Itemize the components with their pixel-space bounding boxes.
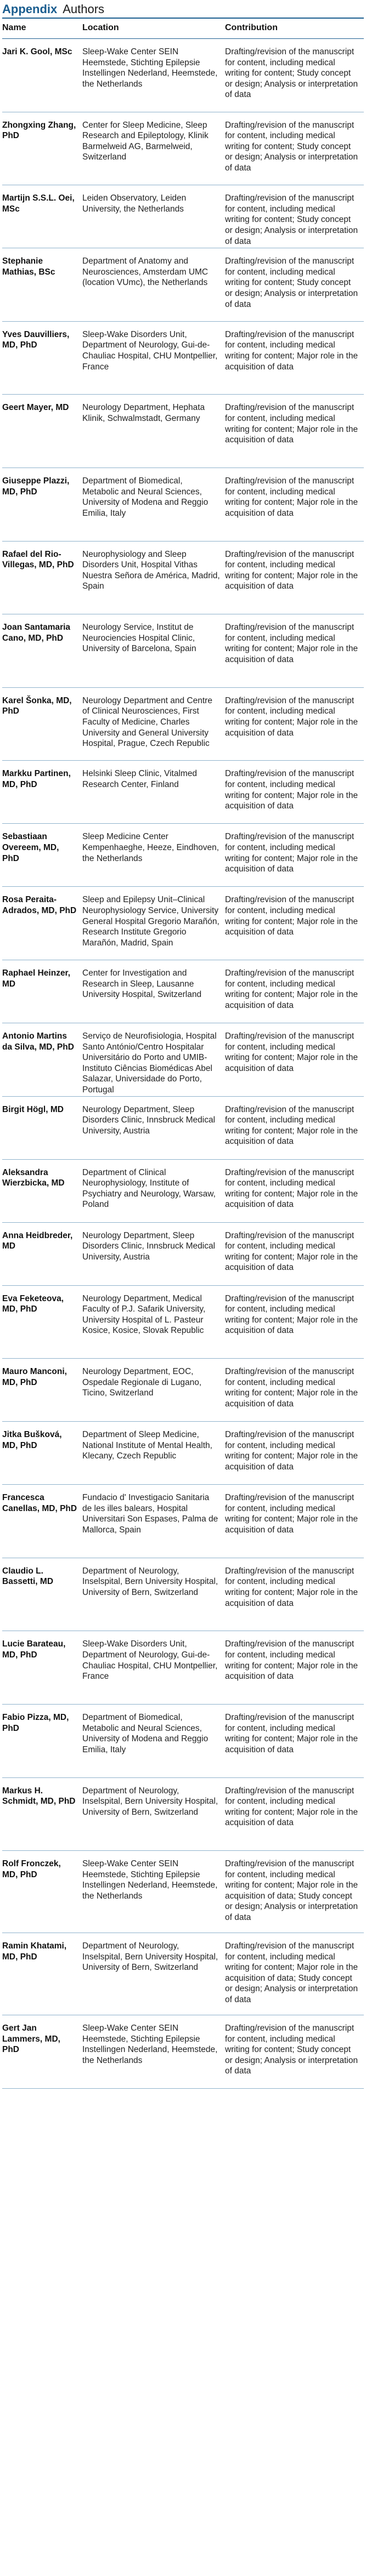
table-row [2,960,364,1023]
table-row [2,468,364,541]
table-row [2,1422,364,1485]
author-location: Neurology Department, Sleep Disorders Clinic, Innsbruck Medical University, Austria [82,1222,225,1285]
author-location: Neurology Service, Institut de Neurociencies Hospital Clinic, University of Barcelona, Spain [82,614,225,688]
author-contribution: Drafting/revision of the manuscript for content, including medical writing for content; Major role in the acquisition of data [225,824,364,887]
author-location: Center for Sleep Medicine, Sleep Research and Epileptology, Klinik Barmelweid AG, Barmelweid, Switzerland [82,112,225,185]
author-name: Martijn S.S.L. Oei, MSc [2,185,82,248]
author-name: Fabio Pizza, MD, PhD [2,1704,82,1777]
author-contribution: Drafting/revision of the manuscript for content, including medical writing for content; Study concept or design; Analysis or interpretation of data [225,39,364,112]
author-name: Karel Šonka, MD, PhD [2,687,82,761]
author-name: Mauro Manconi, MD, PhD [2,1359,82,1422]
author-location: Department of Clinical Neurophysiology, Institute of Psychiatry and Neurology, Warsaw, Poland [82,1159,225,1222]
table-row [2,1851,364,1933]
table-row [2,1933,364,2015]
author-name: Yves Dauvilliers, MD, PhD [2,321,82,395]
author-contribution: Drafting/revision of the manuscript for content, including medical writing for content; Major role in the acquisition of data [225,614,364,688]
author-location: Department of Neurology, Inselspital, Bern University Hospital, University of Bern, Switzerland [82,1933,225,2015]
author-contribution: Drafting/revision of the manuscript for content, including medical writing for content; Study concept or design; Analysis or interpretation of data [225,2015,364,2089]
author-contribution: Drafting/revision of the manuscript for content, including medical writing for content; Major role in the acquisition of data [225,1023,364,1096]
table-header [2,19,364,39]
author-location: Sleep Medicine Center Kempenhaeghe, Heeze, Eindhoven, the Netherlands [82,824,225,887]
table-row [2,1222,364,1285]
author-location: Neurology Department, Hephata Klinik, Schwalmstadt, Germany [82,395,225,468]
table-row [2,887,364,960]
author-name: Zhongxing Zhang, PhD [2,112,82,185]
author-location: Sleep-Wake Center SEIN Heemstede, Stichting Epilepsie Instellingen Nederland, Heemstede, the Netherlands [82,39,225,112]
author-contribution: Drafting/revision of the manuscript for content, including medical writing for content; Major role in the acquisition of data [225,1159,364,1222]
author-contribution: Drafting/revision of the manuscript for content, including medical writing for content; Major role in the acquisition of data [225,887,364,960]
author-name: Anna Heidbreder, MD [2,1222,82,1285]
table-row [2,395,364,468]
author-location: Department of Neurology, Inselspital, Bern University Hospital, University of Bern, Switzerland [82,1558,225,1631]
author-name: Francesca Canellas, MD, PhD [2,1485,82,1558]
table-row [2,824,364,887]
author-location: Neurology Department, EOC, Ospedale Regionale di Lugano, Ticino, Switzerland [82,1359,225,1422]
table-row [2,321,364,395]
author-name: Raphael Heinzer, MD [2,960,82,1023]
author-name: Aleksandra Wierzbicka, MD [2,1159,82,1222]
author-contribution: Drafting/revision of the manuscript for content, including medical writing for content; Major role in the acquisition of data [225,395,364,468]
table-row [2,39,364,112]
author-contribution: Drafting/revision of the manuscript for content, including medical writing for content; Major role in the acquisition of data [225,687,364,761]
author-contribution: Drafting/revision of the manuscript for content, including medical writing for content; Major role in the acquisition of data [225,468,364,541]
author-name: Giuseppe Plazzi, MD, PhD [2,468,82,541]
author-contribution: Drafting/revision of the manuscript for content, including medical writing for content; Major role in the acquisition of data [225,541,364,614]
table-row [2,1159,364,1222]
authors-table [2,19,364,2089]
header-row [2,19,364,39]
author-name: Birgit Högl, MD [2,1096,82,1159]
appendix-header [2,1,364,19]
author-location: Serviço de Neurofisiologia, Hospital Santo António/Centro Hospitalar Universitário do Porto and UMIB-Instituto Ciências Biomédicas Abel Salazar, Universidade do Porto, Portugal [82,1023,225,1096]
author-name: Jari K. Gool, MSc [2,39,82,112]
author-name: Lucie Barateau, MD, PhD [2,1631,82,1705]
author-contribution: Drafting/revision of the manuscript for content, including medical writing for content; Major role in the acquisition of data [225,1485,364,1558]
author-name: Geert Mayer, MD [2,395,82,468]
table-row [2,1285,364,1359]
author-name: Ramin Khatami, MD, PhD [2,1933,82,2015]
table-row [2,687,364,761]
author-location: Leiden Observatory, Leiden University, the Netherlands [82,185,225,248]
author-location: Sleep-Wake Disorders Unit, Department of Neurology, Gui-de-Chauliac Hospital, CHU Montpellier, France [82,321,225,395]
table-row [2,1631,364,1705]
author-contribution: Drafting/revision of the manuscript for content, including medical writing for content; Major role in the acquisition of data; Study concept or design; Analysis or interpretation of data [225,1933,364,2015]
column-header-name: Name [2,19,82,39]
author-location: Department of Biomedical, Metabolic and Neural Sciences, University of Modena and Reggio Emilia, Italy [82,1704,225,1777]
author-name: Eva Feketeova, MD, PhD [2,1285,82,1359]
author-name: Markku Partinen, MD, PhD [2,761,82,824]
author-contribution: Drafting/revision of the manuscript for content, including medical writing for content; Major role in the acquisition of data [225,321,364,395]
author-contribution: Drafting/revision of the manuscript for content, including medical writing for content; Study concept or design; Analysis or interpretation of data [225,112,364,185]
author-contribution: Drafting/revision of the manuscript for content, including medical writing for content; Major role in the acquisition of data [225,1558,364,1631]
column-header-location: Location [82,19,225,39]
author-name: Sebastiaan Overeem, MD, PhD [2,824,82,887]
author-location: Sleep-Wake Center SEIN Heemstede, Stichting Epilepsie Instellingen Nederland, Heemstede, the Netherlands [82,1851,225,1933]
table-row [2,1023,364,1096]
author-name: Markus H. Schmidt, MD, PhD [2,1777,82,1851]
author-location: Department of Sleep Medicine, National Institute of Mental Health, Klecany, Czech Republic [82,1422,225,1485]
table-row [2,541,364,614]
column-header-contribution: Contribution [225,19,364,39]
author-name: Rafael del Rio-Villegas, MD, PhD [2,541,82,614]
author-name: Rosa Peraita-Adrados, MD, PhD [2,887,82,960]
author-name: Claudio L. Bassetti, MD [2,1558,82,1631]
author-contribution: Drafting/revision of the manuscript for content, including medical writing for content; Major role in the acquisition of data [225,960,364,1023]
author-name: Antonio Martins da Silva, MD, PhD [2,1023,82,1096]
author-contribution: Drafting/revision of the manuscript for content, including medical writing for content; Major role in the acquisition of data [225,761,364,824]
table-row [2,1096,364,1159]
table-row [2,1359,364,1422]
author-location: Helsinki Sleep Clinic, Vitalmed Research Center, Finland [82,761,225,824]
author-name: Jitka Bušková, MD, PhD [2,1422,82,1485]
author-location: Department of Neurology, Inselspital, Bern University Hospital, University of Bern, Switzerland [82,1777,225,1851]
table-row [2,1558,364,1631]
table-row [2,1485,364,1558]
author-contribution: Drafting/revision of the manuscript for content, including medical writing for content; Major role in the acquisition of data [225,1704,364,1777]
table-row [2,2015,364,2089]
author-contribution: Drafting/revision of the manuscript for content, including medical writing for content; Major role in the acquisition of data [225,1359,364,1422]
table-row [2,185,364,248]
author-contribution: Drafting/revision of the manuscript for content, including medical writing for content; Major role in the acquisition of data [225,1777,364,1851]
appendix-label: Appendix [2,2,58,16]
author-contribution: Drafting/revision of the manuscript for content, including medical writing for content; Study concept or design; Analysis or interpretation of data [225,185,364,248]
author-name: Stephanie Mathias, BSc [2,248,82,322]
author-location: Neurology Department and Centre of Clinical Neurosciences, First Faculty of Medicine, Charles University and General University Hospital, Prague, Czech Republic [82,687,225,761]
author-contribution: Drafting/revision of the manuscript for content, including medical writing for content; Major role in the acquisition of data [225,1631,364,1705]
author-name: Joan Santamaria Cano, MD, PhD [2,614,82,688]
author-name: Rolf Fronczek, MD, PhD [2,1851,82,1933]
table-row [2,1704,364,1777]
author-contribution: Drafting/revision of the manuscript for content, including medical writing for content; Major role in the acquisition of data [225,1096,364,1159]
author-location: Neurophysiology and Sleep Disorders Unit, Hospital Vithas Nuestra Señora de América, Madrid, Spain [82,541,225,614]
author-contribution: Drafting/revision of the manuscript for content, including medical writing for content; Major role in the acquisition of data [225,1422,364,1485]
table-body [2,39,364,2089]
author-contribution: Drafting/revision of the manuscript for content, including medical writing for content; Major role in the acquisition of data; Study concept or design; Analysis or interpretation of data [225,1851,364,1933]
author-contribution: Drafting/revision of the manuscript for content, including medical writing for content; Major role in the acquisition of data [225,1285,364,1359]
author-contribution: Drafting/revision of the manuscript for content, including medical writing for content; Study concept or design; Analysis or interpretation of data [225,248,364,322]
author-location: Neurology Department, Sleep Disorders Clinic, Innsbruck Medical University, Austria [82,1096,225,1159]
author-location: Sleep-Wake Disorders Unit, Department of Neurology, Gui-de-Chauliac Hospital, CHU Montpellier, France [82,1631,225,1705]
table-row [2,761,364,824]
table-row [2,614,364,688]
author-location: Neurology Department, Medical Faculty of P.J. Safarik University, University Hospital of L. Pasteur Kosice, Kosice, Slovak Republic [82,1285,225,1359]
appendix-title: Authors [63,2,105,16]
author-name: Gert Jan Lammers, MD, PhD [2,2015,82,2089]
author-location: Center for Investigation and Research in Sleep, Lausanne University Hospital, Switzerland [82,960,225,1023]
author-location: Fundacio d' Investigacio Sanitaria de les illes balears, Hospital Universitari Son Espases, Palma de Mallorca, Spain [82,1485,225,1558]
author-contribution: Drafting/revision of the manuscript for content, including medical writing for content; Major role in the acquisition of data [225,1222,364,1285]
author-location: Sleep and Epilepsy Unit–Clinical Neurophysiology Service, University General Hospital Gregorio Marañón, Research Institute Gregorio Marañón, Madrid, Spain [82,887,225,960]
author-location: Department of Anatomy and Neurosciences, Amsterdam UMC (location VUmc), the Netherlands [82,248,225,322]
table-row [2,1777,364,1851]
author-location: Department of Biomedical, Metabolic and Neural Sciences, University of Modena and Reggio Emilia, Italy [82,468,225,541]
author-location: Sleep-Wake Center SEIN Heemstede, Stichting Epilepsie Instellingen Nederland, Heemstede, the Netherlands [82,2015,225,2089]
table-row [2,112,364,185]
table-row [2,248,364,322]
